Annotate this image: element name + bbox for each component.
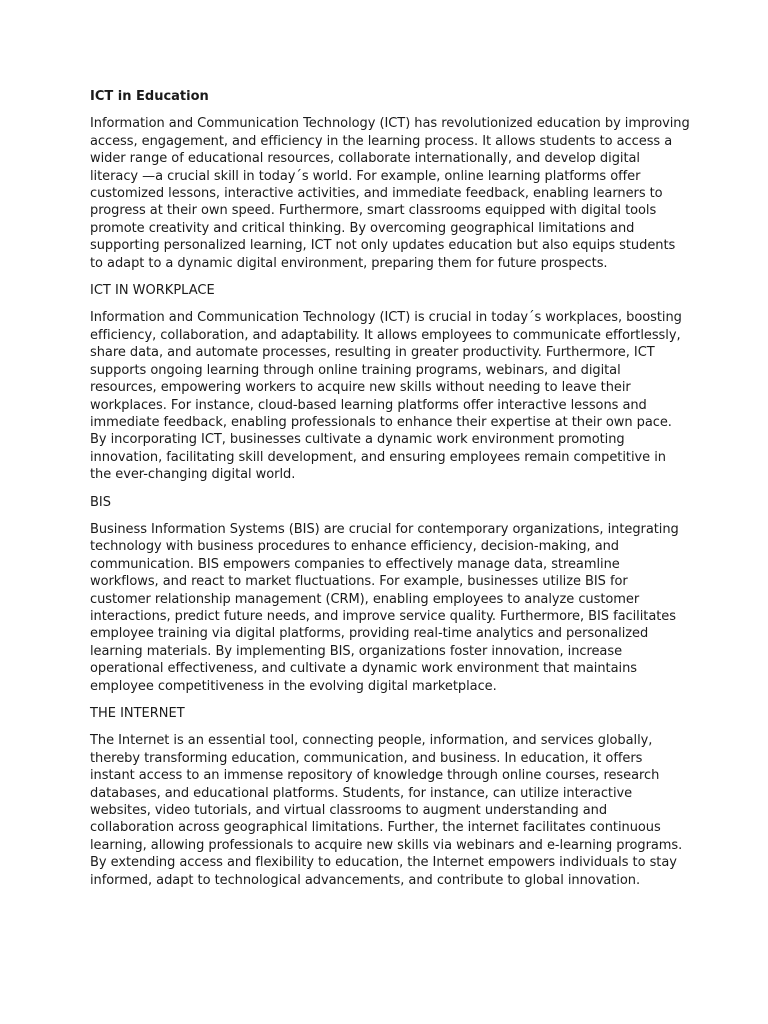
section-body-bis: Business Information Systems (BIS) are crucial for contemporary organizations, integrating technology with business procedures to enhance efficiency, decision-making, and communication. BIS empowers companies to effectively manage data, streamline workflows, and react to market fluctuations. For example, businesses utilize BIS for customer relationship management (CRM), enabling employees to analyze customer interactions, predict future needs, and improve service quality. Furthermore, BIS facilitates employee training via digital platforms, providing real-time analytics and personalized learning materials. By implementing BIS, organizations foster innovation, increase operational effectiveness, and cultivate a dynamic work environment that maintains employee competitiveness in the evolving digital marketplace. [90,521,679,694]
section-body-internet: The Internet is an essential tool, connecting people, information, and services globally, thereby transforming education, communication, and business. In education, it offers instant access to an immense repository of knowledge through online courses, research databases, and educational platforms. Students, for instance, can utilize interactive websites, video tutorials, and virtual classrooms to augment understanding and collaboration across geographical limitations. Further, the internet facilitates continuous learning, allowing professionals to acquire new skills via webinars and e-learning programs. By extending access and flexibility to education, the Internet empowers individuals to stay informed, adapt to technological advancements, and contribute to global innovation. [90,733,683,888]
section-body-ict-education: Information and Communication Technology (ICT) has revolutionized education by improving access, engagement, and efficiency in the learning process. It allows students to access a wider range of educational resources, collaborate internationally, and develop digital literacy —a crucial skill in today´s world. For example, online learning platforms offer customized lessons, interactive activities, and immediate feedback, enabling learners to progress at their own speed. Furthermore, smart classrooms equipped with digital tools promote creativity and critical thinking. By overcoming geographical limitations and supporting personalized learning, ICT not only updates education but also equips students to adapt to a dynamic digital environment, preparing them for future prospects. [90,116,690,271]
section-body-ict-workplace: Information and Communication Technology (ICT) is crucial in today´s workplaces, boosting efficiency, collaboration, and adaptability. It allows employees to communicate effortlessly, share data, and automate processes, resulting in greater productivity. Furthermore, ICT supports ongoing learning through online training programs, webinars, and digital resources, empowering workers to acquire new skills without needing to leave their workplaces. For instance, cloud-based learning platforms offer interactive lessons and immediate feedback, enabling professionals to enhance their expertise at their own pace. By incorporating ICT, businesses cultivate a dynamic work environment promoting innovation, facilitating skill development, and ensuring employees remain competitive in the ever-changing digital world. [90,310,682,483]
section-heading-internet: THE INTERNET [90,706,185,721]
section-heading-ict-education: ICT in Education [90,89,209,104]
section-heading-ict-workplace: ICT IN WORKPLACE [90,283,215,299]
section-heading-bis: BIS [90,494,112,510]
document-page [90,88,690,899]
